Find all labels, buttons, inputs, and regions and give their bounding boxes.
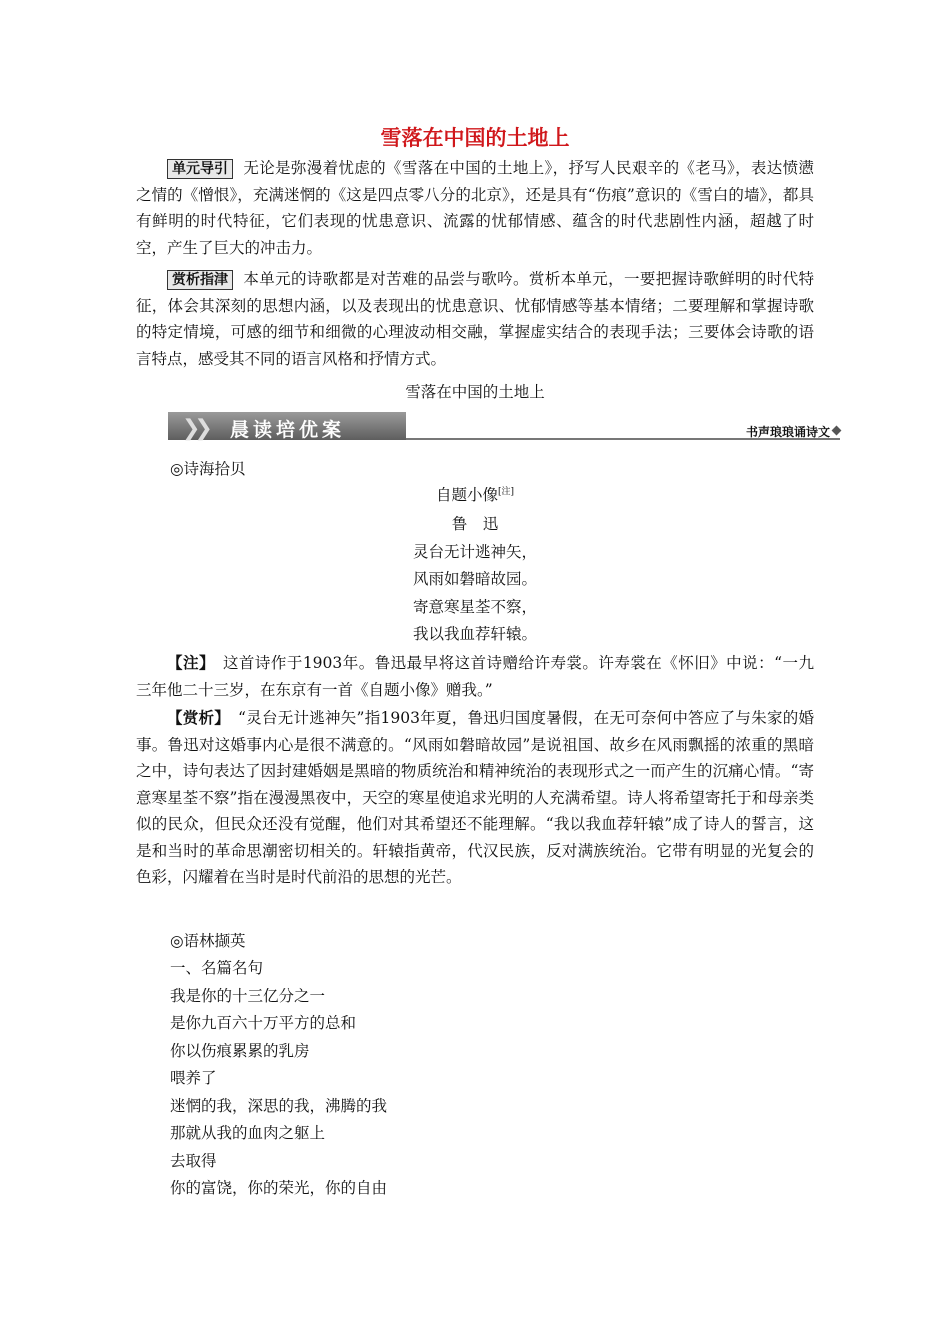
poem-title [0, 483, 950, 505]
poem-title-text: 自题小像 [435, 486, 498, 504]
verse-line: 去取得 [170, 1152, 217, 1170]
analysis-paragraph [136, 705, 814, 891]
chevron-right-icon: ❯❯ [182, 416, 207, 441]
note-tag: 【注】 [167, 653, 215, 672]
subsection-heading: 一、名篇名句 [170, 959, 264, 977]
verse-line: 那就从我的血肉之躯上 [170, 1124, 326, 1142]
section-banner [168, 410, 840, 442]
appreciation-tag: 赏析指津 [167, 270, 233, 290]
poem-line: 风雨如磐暗故园。 [412, 570, 537, 588]
poem-line: 寄意寒星荃不察， [412, 598, 537, 616]
poem-author: 鲁 迅 [451, 515, 499, 533]
banner-bar [168, 412, 406, 440]
section-heading-quotes: ◎语林撷英 [170, 932, 246, 950]
verse-line: 你以伤痕累累的乳房 [170, 1042, 310, 1060]
verse-line: 喂养了 [170, 1069, 217, 1087]
unit-guide-tag: 单元导引 [167, 159, 233, 179]
unit-guide-text: 无论是弥漫着忧虑的《雪落在中国的土地上》，抒写人民艰辛的《老马》，表达愤懑之情的《憎恨》，充满迷惘的《这是四点零八分的北京》，还是具有“伤痕”意识的《雪白的墙》，都具有鲜明的时代特征，它们表现的忧患意识、流露的忧郁情感、蕴含的时代悲剧性内涵，超越了时空，产生了巨大的冲击力。 [136, 159, 814, 257]
verse-line: 迷惘的我，深思的我，沸腾的我 [170, 1097, 388, 1115]
banner-right-label: 书声琅琅诵诗文 [745, 425, 830, 439]
verse-line: 是你九百六十万平方的总和 [170, 1014, 357, 1032]
verse-line: 我是你的十三亿分之一 [170, 987, 326, 1005]
poem-line: 灵台无计逃神矢， [412, 543, 537, 561]
poem-line: 我以我血荐轩辕。 [412, 625, 537, 643]
appreciation-paragraph [136, 266, 814, 372]
analysis-tag: 【赏析】 [167, 708, 231, 727]
subtitle: 雪落在中国的土地上 [405, 383, 545, 401]
poem-note-mark: [注] [497, 486, 515, 497]
banner-label: 晨读培优案 [230, 419, 346, 441]
unit-guide-paragraph [136, 155, 814, 261]
appreciation-text: 本单元的诗歌都是对苦难的品尝与歌吟。赏析本单元，一要把握诗歌鲜明的时代特征，体会其深刻的思想内涵，以及表现出的忧患意识、忧郁情感等基本情绪；二要理解和掌握诗歌的特定情境，可感的细节和细微的心理波动相交融，掌握虚实结合的表现手法；三要体会诗歌的语言特点，感受其不同的语言风格和抒情方式。 [136, 270, 814, 368]
page-title: 雪落在中国的土地上 [380, 126, 570, 150]
section-heading-poetry: ◎诗海拾贝 [170, 460, 246, 478]
note-text: 这首诗作于1903年。鲁迅最早将这首诗赠给许寿裳。许寿裳在《怀旧》中说：“一九 三年他二十三岁，在东京有一首《自题小像》赠我。” [136, 654, 830, 699]
verse-line: 你的富饶，你的荣光，你的自由 [170, 1179, 388, 1197]
note-paragraph [136, 650, 830, 703]
analysis-text: “灵台无计逃神矢”指1903年夏，鲁迅归国度暑假，在无可奈何中答应了与朱家的婚事。鲁迅对这婚事内心是很不满意的。“风雨如磐暗故园”是说祖国、故乡在风雨飘摇的浓重的黑暗之中，诗句表达了因封建婚姻是黑暗的物质统治和精神统治的表现形式之一而产生的沉痛心情。“寄意寒星荃不察”指在漫漫黑夜中，天空的寒星使追求光明的人充满希望。诗人将希望寄托于和母亲类似的民众，但民众还没有觉醒，他们对其希望还不能理解。“我以我血荐轩辕”成了诗人的誓言，这是和当时的革命思潮密切相关的。轩辕指黄帝，代汉民族，反对满族统治。它带有明显的光复会的色彩，闪耀着在当时是时代前沿的思想的光芒。 [136, 709, 814, 886]
diamond-icon [832, 426, 842, 436]
